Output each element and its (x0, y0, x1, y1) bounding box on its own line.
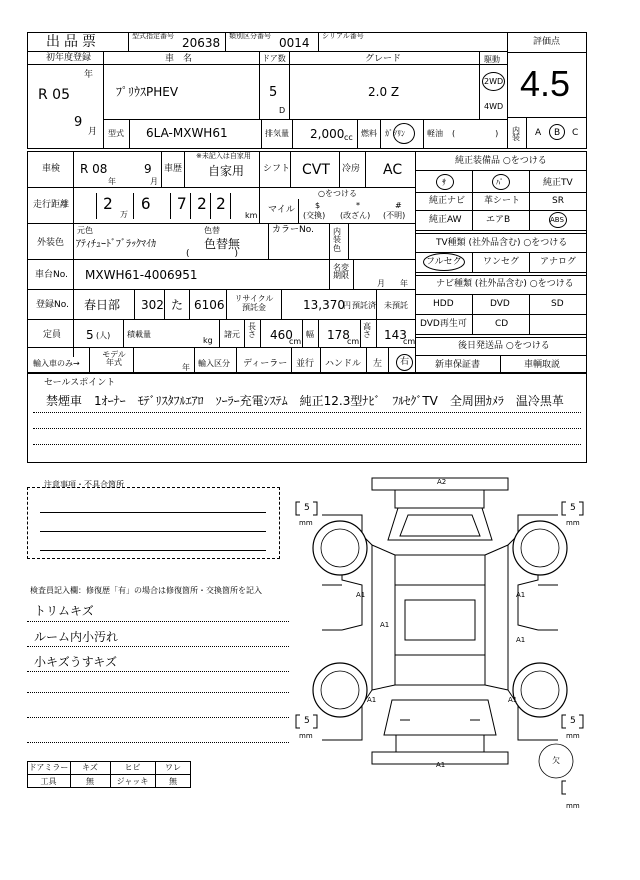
navi-5: CD (495, 319, 509, 329)
equip-2: ﾊﾟ (496, 178, 504, 187)
grade-label: グレード (365, 54, 402, 64)
exchange-symbol: $ (315, 201, 321, 210)
model-year-label: モデル年式 (102, 350, 126, 368)
interior-label: 内装 (512, 126, 520, 143)
orig-color-label: 元色 (77, 226, 93, 235)
capacity-label: 定員 (43, 330, 62, 340)
import-cls-label: 輸入区分 (198, 359, 230, 368)
first-reg-era: R 05 (38, 87, 70, 103)
equip-9: ABS (550, 216, 564, 224)
length-label: 長さ (248, 322, 256, 340)
legend-v1: 工具 (40, 776, 57, 786)
legend-h2: キズ (82, 763, 98, 772)
ac-label: 冷房 (342, 164, 361, 174)
score-value: 4.5 (520, 63, 571, 104)
tread-front-right-mm: mm (566, 519, 580, 527)
legend-h3: ヒビ (124, 763, 141, 772)
equip-6: SR (552, 196, 564, 206)
name-change-label: 名変期限 (333, 263, 349, 281)
recycle-unit: 円 (343, 301, 351, 310)
diag-mark-a1-5: A1 (367, 696, 377, 704)
month-unit: 月 (88, 127, 98, 137)
reg-number: 6106 (194, 298, 225, 312)
handle-left: 左 (373, 359, 383, 369)
mileage-digit-1: 2 (103, 194, 113, 213)
tread-front-right: 5 (570, 503, 576, 513)
dims-label: 諸元 (224, 330, 240, 339)
load-unit: kg (203, 336, 213, 345)
model-code: 20638 (182, 36, 221, 50)
navi-3: SD (551, 299, 564, 309)
later-2: 車輌取説 (524, 360, 561, 370)
serial-label: シリアル番号 (322, 32, 364, 40)
handle-label: ハンドル (325, 359, 362, 369)
width-value: 178 (327, 328, 350, 342)
height-label: 高さ (363, 322, 371, 340)
height-unit: cm (403, 337, 416, 346)
interior-c: C (572, 128, 579, 138)
drive-label: 駆動 (484, 55, 500, 64)
drive-4wd: 4WD (484, 102, 504, 111)
tv-3: アナログ (540, 257, 577, 267)
mileage-digit-4: 2 (197, 194, 207, 213)
doors-label: ドア数 (262, 54, 286, 63)
reg-area: 春日部 (84, 298, 121, 312)
import-parallel: 並行 (296, 359, 315, 369)
class-code: 0014 (279, 36, 310, 50)
mileage-man: 万 (120, 210, 128, 219)
mileage-digit-5: 2 (216, 194, 226, 213)
tread-rear-left-mm: mm (299, 732, 313, 740)
shaken-month-unit: 月 (150, 177, 158, 186)
history-label: 車歴 (164, 164, 183, 174)
tread-rear-left: 5 (304, 716, 310, 726)
later-1: 新車保証書 (435, 360, 481, 370)
model-year-unit: 年 (182, 363, 190, 372)
spare-missing-label: 欠 (552, 756, 560, 765)
equip-3: 純正TV (543, 178, 573, 188)
reg-class: 302 (141, 298, 164, 312)
name-label: 車 名 (165, 54, 193, 64)
chassis-label: 車台No. (35, 270, 68, 280)
unknown-label: (不明) (383, 211, 406, 220)
navi-header: ナビ種類 (社外品含む) ○をつける (436, 279, 574, 289)
recycle-status: 預託済 (352, 301, 376, 310)
shift-value: CVT (302, 162, 330, 178)
chassis-number: MXWH61-4006951 (85, 268, 198, 282)
model-code-label: 型式指定番号 (132, 32, 174, 40)
car-name: ﾌﾟﾘｳｽPHEV (116, 85, 179, 99)
diag-mark-a1-6: A1 (508, 696, 518, 704)
diag-mark-a1-7: A1 (436, 761, 446, 769)
mileage-circle-note: ○をつける (318, 189, 357, 198)
car-history: 自家用 (208, 164, 245, 178)
navi-4: DVD再生可 (420, 319, 467, 329)
legend-h4: ワレ (165, 763, 181, 772)
equip-8: エアB (486, 215, 511, 225)
navi-1: HDD (433, 299, 454, 309)
mileage-digit-2: 6 (141, 194, 151, 213)
color-no-label: カラーNo. (272, 225, 314, 235)
width-label: 幅 (306, 330, 314, 339)
type-label: 型式 (108, 129, 124, 138)
sales-label: セールスポイント (44, 378, 116, 388)
grade-value: 2.0 Z (368, 85, 400, 99)
remark-2: ルーム内小汚れ (34, 630, 119, 644)
fuel-label: 燃料 (361, 129, 377, 138)
unknown-symbol: # (395, 201, 402, 210)
diag-mark-a1-2: A1 (516, 591, 526, 599)
tv-1: フルセグ (426, 257, 462, 267)
door-type: D (279, 106, 286, 115)
year-unit: 年 (84, 70, 94, 80)
displacement: 2,000 (310, 127, 345, 141)
caution-label: 注意事項・不具合箇所 (44, 480, 124, 489)
door-count: 5 (269, 85, 278, 100)
spare-mm: mm (566, 802, 580, 810)
equip-1: ｻ (442, 178, 446, 187)
interior-a: A (535, 128, 542, 138)
mile-label: マイル (268, 205, 295, 215)
remark-1: トリムキズ (34, 604, 94, 618)
shaken-month: 9 (144, 162, 152, 176)
altered-symbol: * (356, 201, 360, 210)
shaken-year-unit: 年 (108, 177, 116, 186)
name-change-day-unit: 年 (400, 279, 408, 288)
recycle-amount: 13,370 (303, 298, 345, 312)
name-change-month-unit: 月 (377, 279, 385, 288)
capacity-unit: (人) (96, 331, 111, 340)
remark-3: 小キズうすキズ (34, 655, 118, 669)
tread-front-left: 5 (304, 503, 310, 513)
sales-points: 禁煙車 1ｵｰﾅｰ ﾓﾃﾞﾘｽﾀﾌﾙｴｱﾛ ｿｰﾗｰ充電ｼｽﾃﾑ 純正12.3型ﾅﾋﾞ ﾌﾙｾｸﾞTV 全周囲ｶﾒﾗ 温冷黒革 (46, 394, 564, 408)
legend-h1: ドアミラー (28, 763, 69, 772)
legend-v3: ジャッキ (116, 776, 149, 786)
diag-mark-a2: A2 (437, 478, 447, 486)
load-label: 積載量 (127, 330, 151, 339)
exchange-label: (交換) (303, 211, 326, 220)
shaken-label: 車検 (42, 164, 61, 174)
paint-value: 色替無 (204, 237, 241, 251)
inspector-label: 検査員記入欄：修復歴「有」の場合は修復箇所・交換箇所を記入 (30, 586, 262, 595)
length-unit: cm (289, 337, 302, 346)
paint-label: 色替 (204, 226, 220, 235)
recycle-label: リサイクル預託金 (234, 294, 274, 312)
equip-7: 純正AW (429, 215, 462, 225)
diag-mark-a1-1: A1 (356, 591, 366, 599)
equip-4: 純正ナビ (429, 196, 466, 206)
first-reg-label: 初年度登録 (46, 53, 92, 63)
tread-rear-right-mm: mm (566, 732, 580, 740)
mileage-km: km (245, 211, 258, 220)
legend-v4: 無 (169, 776, 177, 786)
handle-right: 右 (400, 357, 410, 367)
ac-value: AC (383, 162, 403, 178)
tread-front-left-mm: mm (299, 519, 313, 527)
altered-label: (改ざん) (340, 211, 371, 220)
model-type: 6LA-MXWH61 (146, 126, 228, 140)
page-title: 出品票 (46, 34, 100, 50)
first-reg-month: 9 (74, 115, 83, 130)
import-label: 輸入車のみ→ (33, 359, 80, 368)
drive-2wd: 2WD (484, 77, 504, 86)
mileage-digit-3: 7 (177, 194, 187, 213)
color-label: 外装色 (37, 238, 65, 248)
tv-header: TV種類 (社外品含む) ○をつける (436, 238, 568, 248)
recycle-alt: 未預託 (384, 301, 408, 310)
equip-5: 革シート (484, 196, 521, 206)
import-dealer: ディーラー (243, 359, 288, 369)
legend-v2: 無 (86, 776, 94, 786)
length-value: 460 (270, 328, 293, 342)
class-code-label: 類別区分番号 (229, 32, 271, 40)
score-label: 評価点 (533, 37, 561, 47)
reg-label: 登録No. (36, 300, 69, 310)
interior-b: B (554, 128, 561, 138)
later-header: 後日発送品 ○をつける (458, 341, 550, 351)
shift-label: シフト (263, 164, 291, 174)
history-note: ※未記入は自家用 (196, 152, 251, 160)
width-unit: cm (347, 337, 360, 346)
tread-rear-right: 5 (570, 716, 576, 726)
cc-unit: cc (344, 133, 353, 142)
capacity-value: 5 (86, 328, 94, 342)
tv-2: ワンセグ (483, 257, 520, 267)
light-oil-label: 軽油 (427, 129, 443, 138)
height-value: 143 (384, 328, 407, 342)
interior-color-label: 内装色 (333, 227, 341, 253)
navi-2: DVD (490, 299, 510, 309)
paint-paren: ( ) (186, 249, 239, 259)
fuel-other-paren: ( ) (452, 129, 499, 138)
orig-color: ｱﾃｨﾁｭｰﾄﾞﾌﾞﾗｯｸﾏｲｶ (76, 239, 156, 250)
reg-kana: た (171, 298, 184, 312)
fuel-gasoline: ｶﾞｿﾘﾝ (385, 129, 405, 138)
diag-mark-a1-4: A1 (516, 636, 526, 644)
genuine-header: 純正装備品 ○をつける (455, 156, 547, 166)
shaken-era: R 08 (80, 162, 108, 176)
disp-label: 排気量 (265, 129, 289, 138)
diag-mark-a1-3: A1 (380, 621, 390, 629)
mileage-label: 走行距離 (33, 200, 70, 210)
